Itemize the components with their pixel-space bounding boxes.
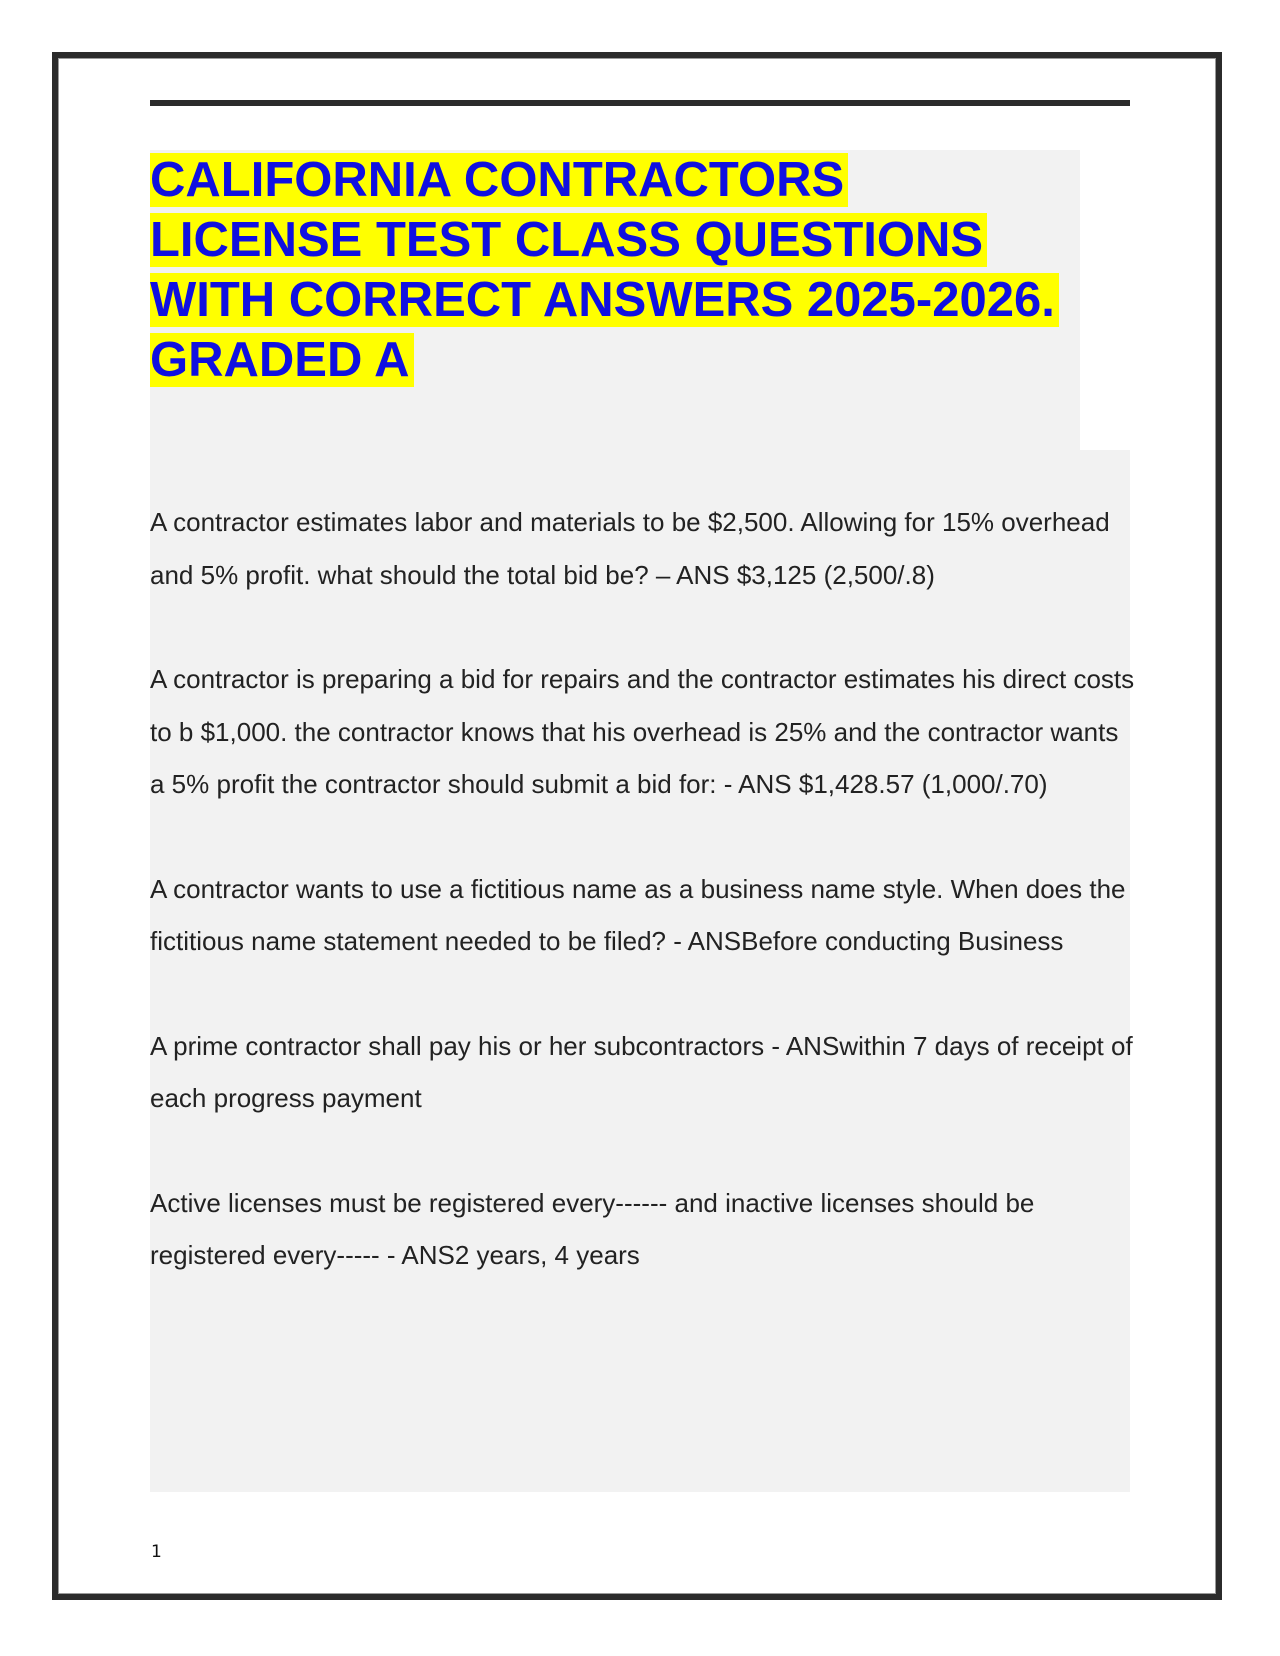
qa-list <box>150 496 1135 1334</box>
top-rule <box>150 100 1130 106</box>
qa-item: A contractor wants to use a fictitious name as a business name style. When does the fictitious name statement needed to be filed? - ANSBefore conducting Business <box>150 873 1126 956</box>
qa-item: Active licenses must be registered every------ and inactive licenses should be registered every----- - ANS2 years, 4 years <box>150 1187 1035 1270</box>
title-line: WITH CORRECT ANSWERS 2025-2026. <box>150 273 1059 327</box>
qa-item: A prime contractor shall pay his or her subcontractors - ANSwithin 7 days of receipt of each progress payment <box>150 1030 1133 1113</box>
qa-item: A contractor is preparing a bid for repairs and the contractor estimates his direct costs to b $1,000. the contractor knows that his overhead is 25% and the contractor wants a 5% profit the contractor should submit a bid for: - ANS $1,428.57 (1,000/.70) <box>150 664 1135 799</box>
title-line: LICENSE TEST CLASS QUESTIONS <box>150 213 987 267</box>
qa-item: A contractor estimates labor and materials to be $2,500. Allowing for 15% overhead and 5% profit. what should the total bid be? – ANS $3,125 (2,500/.8) <box>150 507 1110 590</box>
document-title <box>150 150 1080 390</box>
page-number: 1 <box>151 1542 162 1562</box>
title-line: CALIFORNIA CONTRACTORS <box>150 153 848 207</box>
title-line: GRADED A <box>150 333 414 387</box>
